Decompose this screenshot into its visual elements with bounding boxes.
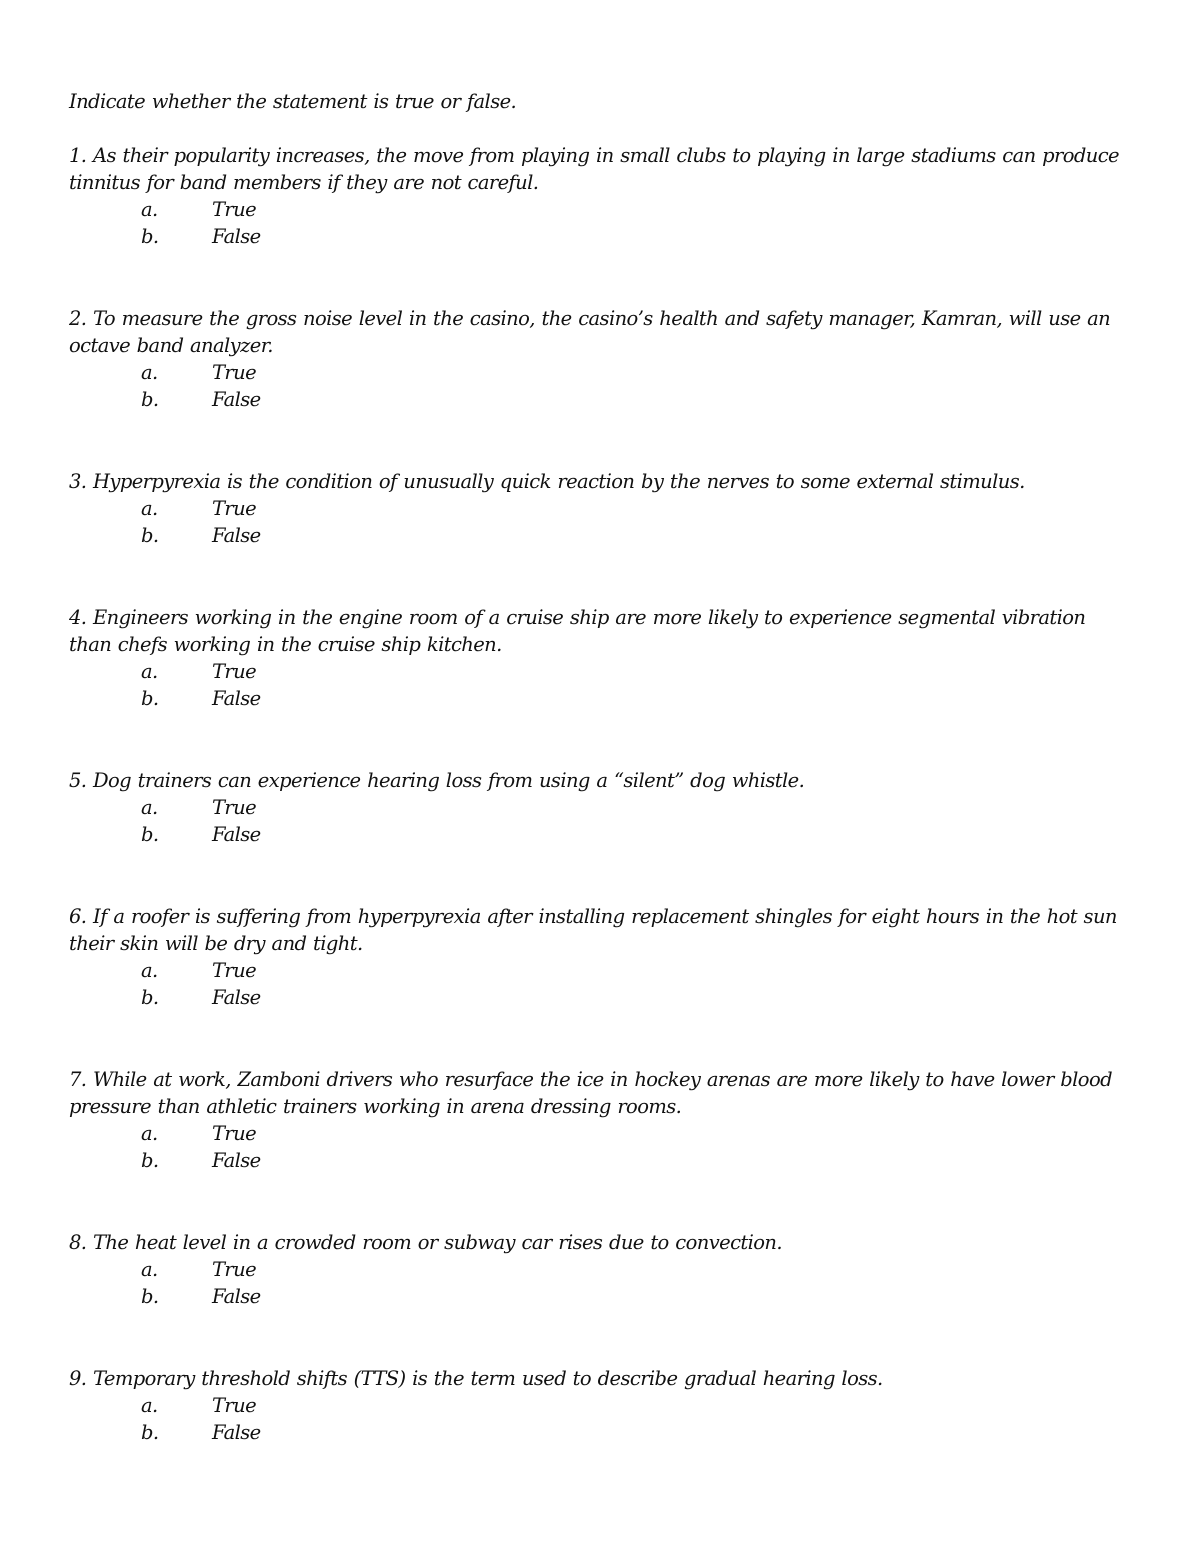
question-list bbox=[69, 142, 1134, 1446]
answer-option bbox=[69, 522, 1134, 549]
question-2 bbox=[69, 305, 1134, 468]
answer-options bbox=[69, 1256, 1134, 1310]
answer-options bbox=[69, 658, 1134, 712]
option-text: False bbox=[212, 986, 261, 1009]
option-text: True bbox=[212, 361, 257, 384]
option-text: True bbox=[212, 497, 257, 520]
answer-option bbox=[69, 1419, 1134, 1446]
question-4 bbox=[69, 604, 1134, 767]
question-9 bbox=[69, 1365, 1134, 1446]
option-letter: a. bbox=[141, 1122, 158, 1145]
option-text: True bbox=[212, 1394, 257, 1417]
option-letter: b. bbox=[141, 1285, 159, 1308]
answer-option bbox=[69, 1120, 1134, 1147]
answer-option bbox=[69, 794, 1134, 821]
question-7 bbox=[69, 1066, 1134, 1229]
answer-option bbox=[69, 1256, 1134, 1283]
question-stem: 1. As their popularity increases, the move from playing in small clubs to playing in large stadiums can produce tinnitus for band members if they are not careful. bbox=[69, 144, 1119, 194]
option-text: True bbox=[212, 1258, 257, 1281]
answer-option bbox=[69, 196, 1134, 223]
option-letter: a. bbox=[141, 796, 158, 819]
answer-options bbox=[69, 196, 1134, 250]
question-spacer bbox=[69, 1310, 1134, 1365]
option-letter: b. bbox=[141, 1149, 159, 1172]
option-letter: a. bbox=[141, 198, 158, 221]
option-text: True bbox=[212, 198, 257, 221]
option-letter: b. bbox=[141, 1421, 159, 1444]
answer-option bbox=[69, 386, 1134, 413]
question-stem: 8. The heat level in a crowded room or subway car rises due to convection. bbox=[69, 1231, 782, 1254]
answer-option bbox=[69, 1283, 1134, 1310]
option-letter: a. bbox=[141, 497, 158, 520]
answer-options bbox=[69, 1120, 1134, 1174]
question-spacer bbox=[69, 848, 1134, 903]
answer-option bbox=[69, 1147, 1134, 1174]
answer-option bbox=[69, 685, 1134, 712]
document-page bbox=[69, 88, 1134, 1446]
answer-options bbox=[69, 1392, 1134, 1446]
question-spacer bbox=[69, 1174, 1134, 1229]
option-letter: b. bbox=[141, 388, 159, 411]
option-text: False bbox=[212, 687, 261, 710]
answer-option bbox=[69, 359, 1134, 386]
question-spacer bbox=[69, 1011, 1134, 1066]
option-letter: b. bbox=[141, 986, 159, 1009]
option-letter: b. bbox=[141, 524, 159, 547]
question-spacer bbox=[69, 250, 1134, 305]
question-spacer bbox=[69, 549, 1134, 604]
answer-options bbox=[69, 957, 1134, 1011]
question-stem: 9. Temporary threshold shifts (TTS) is the term used to describe gradual hearing loss. bbox=[69, 1367, 883, 1390]
option-text: False bbox=[212, 225, 261, 248]
answer-option bbox=[69, 984, 1134, 1011]
option-letter: a. bbox=[141, 1258, 158, 1281]
instructions: Indicate whether the statement is true or false. bbox=[69, 90, 517, 113]
question-stem: 6. If a roofer is suffering from hyperpyrexia after installing replacement shingles for eight hours in the hot sun their skin will be dry and tight. bbox=[69, 905, 1117, 955]
question-1 bbox=[69, 142, 1134, 305]
question-stem: 7. While at work, Zamboni drivers who resurface the ice in hockey arenas are more likely to have lower blood pressure than athletic trainers working in arena dressing rooms. bbox=[69, 1068, 1112, 1118]
question-3 bbox=[69, 468, 1134, 604]
answer-options bbox=[69, 495, 1134, 549]
option-text: False bbox=[212, 1285, 261, 1308]
option-text: True bbox=[212, 959, 257, 982]
option-text: False bbox=[212, 823, 261, 846]
option-text: False bbox=[212, 388, 261, 411]
question-8 bbox=[69, 1229, 1134, 1365]
option-text: True bbox=[212, 796, 257, 819]
answer-option bbox=[69, 658, 1134, 685]
answer-option bbox=[69, 495, 1134, 522]
answer-option bbox=[69, 223, 1134, 250]
answer-option bbox=[69, 1392, 1134, 1419]
answer-option bbox=[69, 821, 1134, 848]
option-text: True bbox=[212, 660, 257, 683]
question-spacer bbox=[69, 413, 1134, 468]
answer-options bbox=[69, 359, 1134, 413]
question-stem: 5. Dog trainers can experience hearing loss from using a “silent” dog whistle. bbox=[69, 769, 805, 792]
answer-option bbox=[69, 957, 1134, 984]
option-letter: a. bbox=[141, 660, 158, 683]
question-stem: 2. To measure the gross noise level in the casino, the casino’s health and safety manager, Kamran, will use an octave band analyzer. bbox=[69, 307, 1111, 357]
question-stem: 4. Engineers working in the engine room of a cruise ship are more likely to experience segmental vibration than chefs working in the cruise ship kitchen. bbox=[69, 606, 1086, 656]
answer-options bbox=[69, 794, 1134, 848]
option-text: False bbox=[212, 1149, 261, 1172]
question-6 bbox=[69, 903, 1134, 1066]
question-5 bbox=[69, 767, 1134, 903]
option-letter: a. bbox=[141, 959, 158, 982]
option-text: True bbox=[212, 1122, 257, 1145]
option-letter: b. bbox=[141, 225, 159, 248]
question-stem: 3. Hyperpyrexia is the condition of unusually quick reaction by the nerves to some external stimulus. bbox=[69, 470, 1025, 493]
option-letter: b. bbox=[141, 687, 159, 710]
option-letter: a. bbox=[141, 1394, 158, 1417]
question-spacer bbox=[69, 712, 1134, 767]
option-text: False bbox=[212, 524, 261, 547]
option-letter: a. bbox=[141, 361, 158, 384]
option-letter: b. bbox=[141, 823, 159, 846]
option-text: False bbox=[212, 1421, 261, 1444]
